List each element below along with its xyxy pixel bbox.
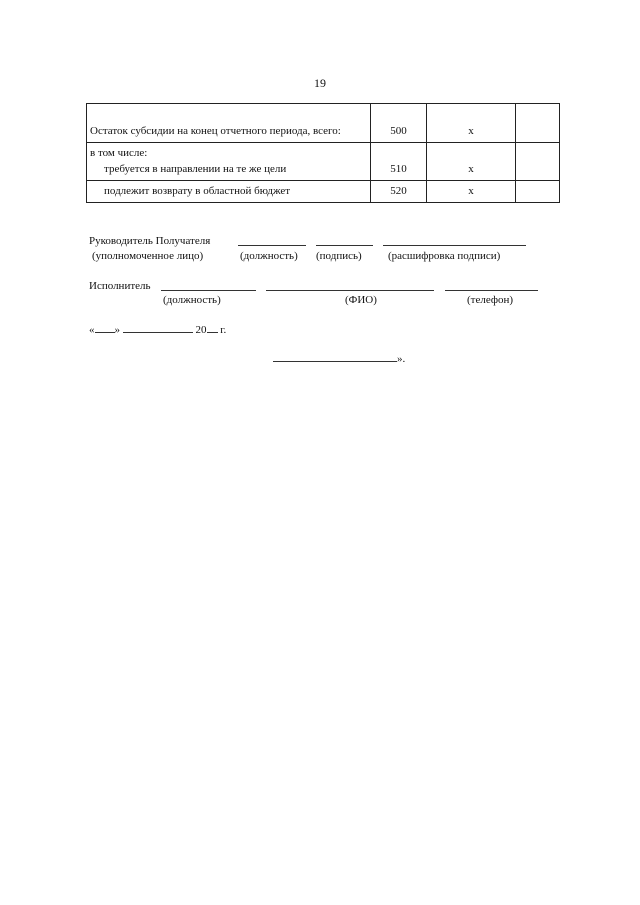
head-decoding-label: (расшифровка подписи) xyxy=(388,250,501,262)
table-row xyxy=(87,104,560,143)
row-label: требуется в направлении на те же цели xyxy=(104,163,287,175)
head-position-line[interactable] xyxy=(238,235,306,246)
date-day-field[interactable] xyxy=(95,322,115,333)
row-mark: x xyxy=(427,181,516,203)
row-label-cell xyxy=(87,181,371,203)
row-code: 520 xyxy=(371,181,427,203)
head-signature-label: (подпись) xyxy=(316,250,362,262)
date-year-suffix: г. xyxy=(220,324,227,336)
row-value xyxy=(516,104,560,143)
row-value xyxy=(516,143,560,181)
executor-position-label: (должность) xyxy=(163,294,221,306)
executor-phone-line[interactable] xyxy=(445,280,538,291)
closing-text: ». xyxy=(397,353,406,365)
row-label-title: в том числе: xyxy=(90,147,148,159)
table-row xyxy=(87,143,560,181)
row-code: 500 xyxy=(371,104,427,143)
report-table xyxy=(86,103,560,203)
row-label: подлежит возврату в областной бюджет xyxy=(104,185,291,197)
row-label: Остаток субсидии на конец отчетного периода, всего: xyxy=(87,104,371,143)
closing-field[interactable] xyxy=(273,351,397,362)
executor-title: Исполнитель xyxy=(89,280,151,292)
executor-name-label: (ФИО) xyxy=(345,294,377,306)
head-decoding-line[interactable] xyxy=(383,235,526,246)
head-title: Руководитель Получателя xyxy=(89,235,211,247)
date-year-field[interactable] xyxy=(207,322,218,333)
head-signature-line[interactable] xyxy=(316,235,373,246)
row-mark: x xyxy=(427,143,516,181)
date-open-quote: « xyxy=(89,324,95,336)
head-subtitle: (уполномоченное лицо) xyxy=(92,250,204,262)
date-line xyxy=(89,322,226,336)
page-number: 19 xyxy=(314,76,326,90)
table-row xyxy=(87,181,560,203)
date-year-prefix: 20 xyxy=(195,324,207,336)
date-month-field[interactable] xyxy=(123,322,193,333)
executor-phone-label: (телефон) xyxy=(467,294,514,306)
row-label-cell xyxy=(87,143,371,181)
row-value xyxy=(516,181,560,203)
date-close-quote: » xyxy=(114,324,120,336)
executor-position-line[interactable] xyxy=(161,280,256,291)
row-mark: x xyxy=(427,104,516,143)
closing-line xyxy=(273,351,405,365)
executor-name-line[interactable] xyxy=(266,280,434,291)
head-position-label: (должность) xyxy=(240,250,298,262)
row-code: 510 xyxy=(371,143,427,181)
